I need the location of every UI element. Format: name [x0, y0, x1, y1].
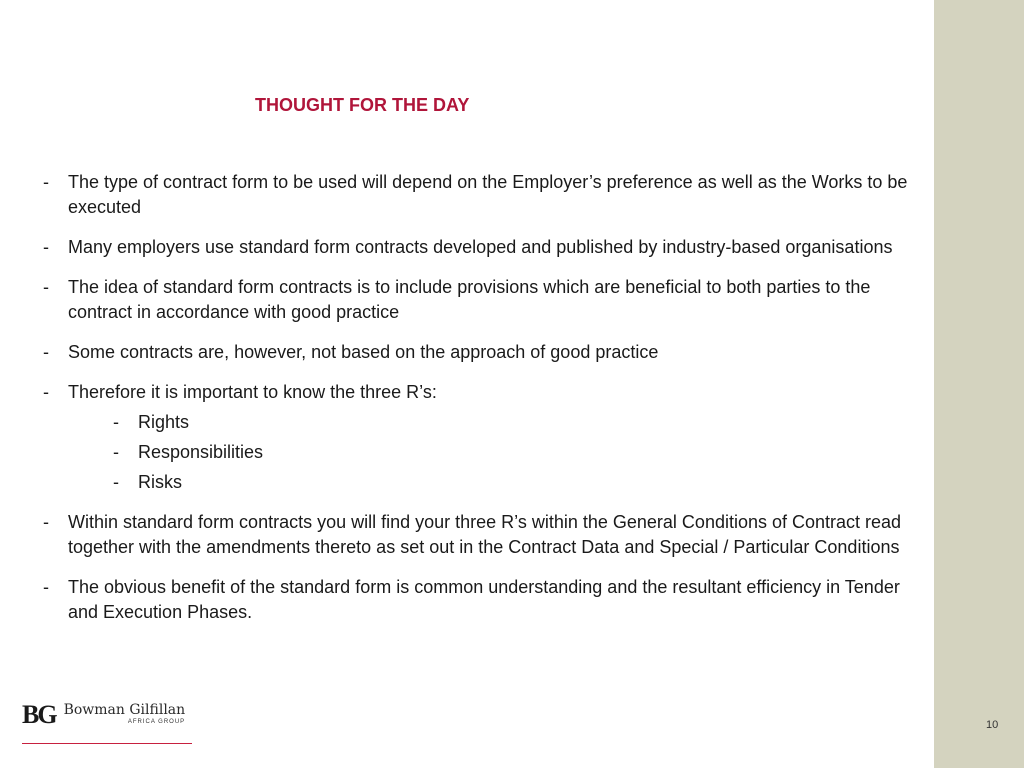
sub-bullet-list — [68, 410, 920, 495]
sub-bullet-text: Responsibilities — [138, 442, 264, 462]
sub-list-item — [68, 470, 920, 495]
slide-title: THOUGHT FOR THE DAY — [255, 95, 470, 115]
logo-underline — [22, 743, 192, 744]
list-item — [40, 170, 920, 220]
bullet-dash: - — [113, 442, 119, 462]
bullet-text: The obvious benefit of the standard form is common understanding and the resultant efficiency in Tender and Execution Phases. — [68, 577, 900, 622]
company-logo — [22, 702, 185, 728]
list-item — [40, 340, 920, 365]
list-item — [40, 575, 920, 625]
bullet-dash: - — [43, 512, 49, 532]
sub-bullet-text: Risks — [138, 472, 182, 492]
bullet-dash: - — [43, 172, 49, 192]
logo-name: Bowman Gilfillan — [63, 702, 186, 718]
slide-content — [40, 170, 920, 640]
bullet-dash: - — [43, 577, 49, 597]
side-color-band — [934, 0, 1024, 768]
page-number: 10 — [986, 719, 999, 731]
logo-text — [64, 702, 186, 725]
bullet-dash: - — [43, 342, 49, 362]
bullet-dash: - — [43, 382, 49, 402]
bullet-dash: - — [113, 472, 119, 492]
bullet-text: The idea of standard form contracts is to include provisions which are beneficial to both parties to the contract in accordance with good practice — [68, 277, 871, 322]
list-item — [40, 275, 920, 325]
bullet-text: Within standard form contracts you will find your three R’s within the General Conditions of Contract read together with the amendments thereto as set out in the Contract Data and Special / Particular Conditions — [68, 512, 902, 557]
sub-bullet-text: Rights — [138, 412, 190, 432]
sub-list-item — [68, 440, 920, 465]
bullet-dash: - — [43, 277, 49, 297]
bullet-dash: - — [43, 237, 49, 257]
list-item — [40, 510, 920, 560]
bullet-text: The type of contract form to be used will depend on the Employer’s preference as well as the Works to be executed — [68, 172, 908, 217]
bullet-dash: - — [113, 412, 119, 432]
bullet-list — [40, 170, 920, 625]
logo-subtitle: AFRICA GROUP — [127, 719, 186, 725]
bullet-text: Many employers use standard form contracts developed and published by industry-based organisations — [68, 237, 893, 257]
bullet-text: Some contracts are, however, not based on the approach of good practice — [68, 342, 659, 362]
sub-list-item — [68, 410, 920, 435]
logo-mark: BG — [22, 700, 56, 729]
list-item — [40, 235, 920, 260]
list-item — [40, 380, 920, 495]
bullet-text: Therefore it is important to know the three R’s: — [68, 382, 437, 402]
